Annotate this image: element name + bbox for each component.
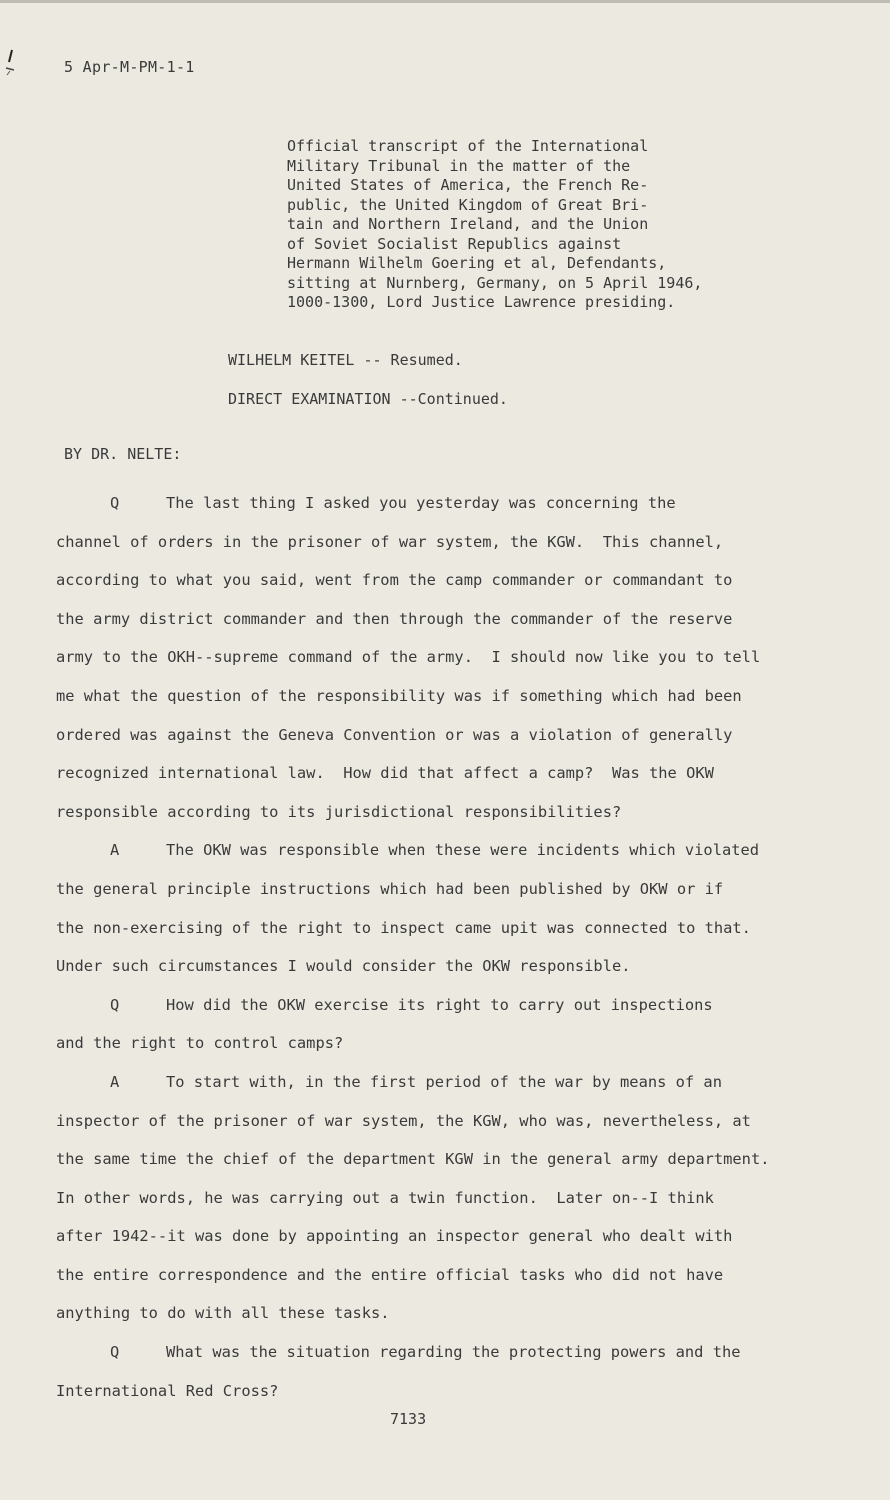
speaker-label: A	[110, 841, 120, 860]
examination-heading: DIRECT EXAMINATION --Continued.	[228, 390, 508, 408]
transcript-paragraph	[56, 1333, 846, 1410]
caption-block	[287, 137, 737, 313]
transcript-text: the non-exercising of the right to inspect came upit was connected to that.	[56, 918, 751, 937]
caption-line: Official transcript of the International	[287, 137, 649, 155]
transcript-line	[56, 600, 846, 639]
speaker-label: Q	[110, 1343, 120, 1362]
transcript-line	[56, 870, 846, 909]
transcript-body	[56, 484, 846, 1410]
transcript-text: army to the OKH--supreme command of the army. I should now like you to tell	[56, 648, 761, 667]
transcript-paragraph	[56, 831, 846, 985]
transcript-text: In other words, he was carrying out a twin function. Later on--I think	[56, 1188, 714, 1207]
transcript-line	[56, 1179, 846, 1218]
transcript-line	[56, 1256, 846, 1295]
transcript-text: the army district commander and then through the commander of the reserve	[56, 609, 733, 628]
transcript-text: the general principle instructions which had been published by OKW or if	[56, 879, 724, 898]
transcript-text: inspector of the prisoner of war system, the KGW, who was, nevertheless, at	[56, 1111, 751, 1130]
transcript-text: The OKW was responsible when these were incidents which violated	[166, 841, 760, 860]
document-id: 5 Apr-M-PM-1-1	[64, 58, 195, 76]
scan-edge	[0, 0, 890, 3]
speaker-label-wrapper	[56, 986, 166, 1025]
witness-heading: WILHELM KEITEL -- Resumed.	[228, 351, 463, 369]
transcript-text: channel of orders in the prisoner of war system, the KGW. This channel,	[56, 532, 724, 551]
caption-line: public, the United Kingdom of Great Bri-	[287, 195, 649, 214]
transcript-line	[56, 947, 846, 986]
transcript-text: To start with, in the first period of the war by means of an	[166, 1072, 722, 1091]
page-number: 7133	[390, 1410, 427, 1428]
transcript-line	[56, 909, 846, 948]
transcript-text: The last thing I asked you yesterday was concerning the	[166, 494, 676, 512]
transcript-line	[56, 986, 846, 1025]
transcript-text: recognized international law. How did that affect a camp? Was the OKW	[56, 764, 714, 783]
transcript-text: What was the situation regarding the protecting powers and the	[166, 1343, 741, 1362]
transcript-text: International Red Cross?	[56, 1381, 279, 1400]
transcript-text: responsible according to its jurisdictional responsibilities?	[56, 802, 622, 821]
caption-line: Military Tribunal in the matter of the	[287, 156, 631, 175]
speaker-label-wrapper	[56, 484, 166, 523]
transcript-line	[56, 1063, 846, 1102]
transcript-line	[56, 1333, 846, 1372]
transcript-line	[56, 638, 846, 677]
transcript-text: How did the OKW exercise its right to carry out inspections	[166, 995, 713, 1014]
transcript-paragraph	[56, 986, 846, 1063]
caption-line: United States of America, the French Re-	[287, 176, 649, 194]
transcript-line	[56, 831, 846, 870]
pencil-mark-icon	[4, 48, 16, 78]
transcript-text: the same time the chief of the department KGW in the general army department.	[56, 1150, 770, 1169]
transcript-text: Under such circumstances I would consider the OKW responsible.	[56, 957, 631, 976]
transcript-line	[56, 1024, 846, 1063]
transcript-paragraph	[56, 1063, 846, 1333]
caption-line: Hermann Wilhelm Goering et al, Defendants,	[287, 254, 667, 272]
transcript-line	[56, 793, 846, 832]
speaker-label-wrapper	[56, 831, 166, 870]
transcript-text: the entire correspondence and the entire official tasks who did not have	[56, 1265, 724, 1284]
caption-line: of Soviet Socialist Republics against	[287, 234, 622, 253]
transcript-line	[56, 1102, 846, 1141]
transcript-text: ordered was against the Geneva Convention or was a violation of generally	[56, 725, 733, 744]
speaker-label-wrapper	[56, 1333, 166, 1372]
transcript-line	[56, 1372, 846, 1411]
transcript-line	[56, 1140, 846, 1179]
speaker-label: Q	[110, 494, 120, 512]
transcript-line	[56, 754, 846, 793]
caption-line: 1000-1300, Lord Justice Lawrence presiding.	[287, 293, 676, 311]
transcript-line	[56, 716, 846, 755]
examiner-byline: BY DR. NELTE:	[64, 445, 182, 463]
transcript-line	[56, 1294, 846, 1333]
transcript-line	[56, 523, 846, 562]
caption-line: sitting at Nurnberg, Germany, on 5 April 1946,	[287, 273, 703, 292]
transcript-line	[56, 561, 846, 600]
speaker-label: Q	[110, 995, 120, 1014]
speaker-label-wrapper	[56, 1063, 166, 1102]
transcript-paragraph	[56, 484, 846, 831]
transcript-text: after 1942--it was done by appointing an inspector general who dealt with	[56, 1227, 733, 1246]
transcript-line	[56, 677, 846, 716]
transcript-text: according to what you said, went from the camp commander or commandant to	[56, 571, 733, 590]
transcript-line	[56, 484, 846, 523]
transcript-text: anything to do with all these tasks.	[56, 1304, 390, 1323]
transcript-text: and the right to control camps?	[56, 1034, 344, 1053]
transcript-line	[56, 1217, 846, 1256]
caption-line: tain and Northern Ireland, and the Union	[287, 215, 649, 233]
speaker-label: A	[110, 1072, 120, 1091]
transcript-text: me what the question of the responsibility was if something which had been	[56, 686, 742, 705]
